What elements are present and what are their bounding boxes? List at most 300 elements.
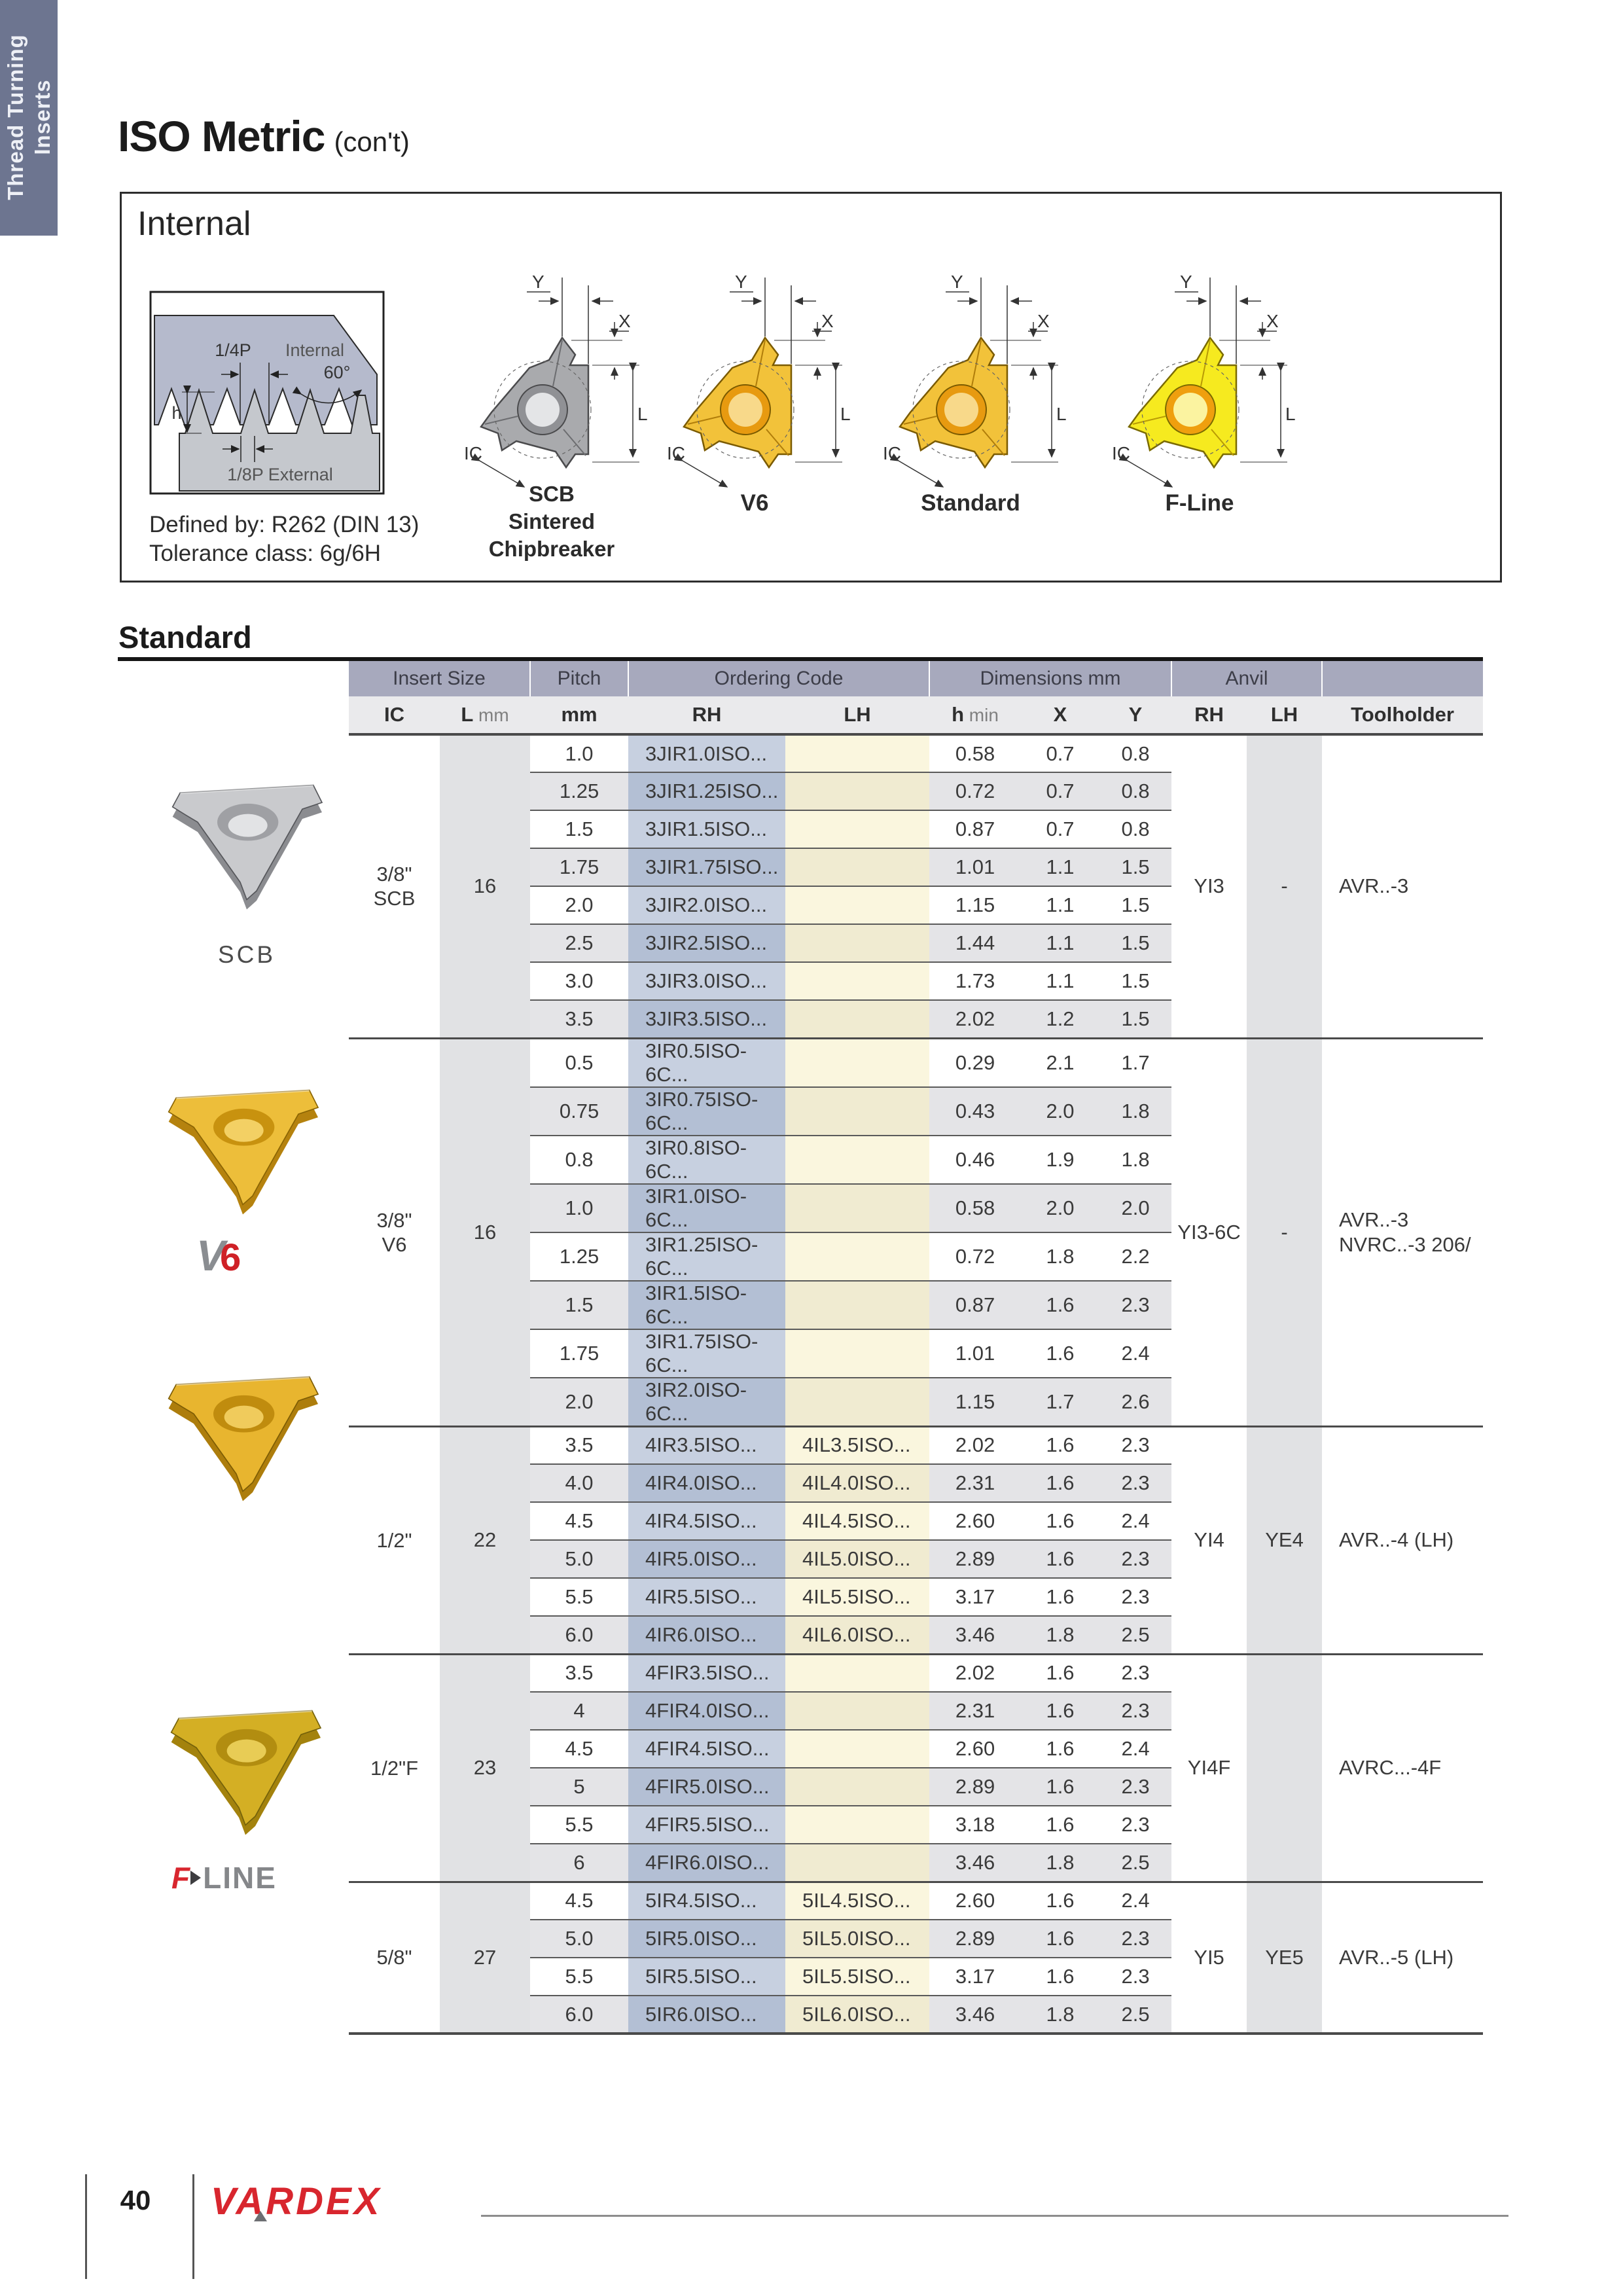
table-row: [349, 734, 1483, 772]
x-cell: 1.8: [1021, 1232, 1099, 1281]
rh-code-cell: 4IR5.5ISO...: [628, 1578, 785, 1616]
pitch-cell: 6: [530, 1844, 628, 1882]
rh-code-cell: 3JIR3.0ISO...: [628, 962, 785, 1000]
x-cell: 2.1: [1021, 1038, 1099, 1087]
rh-code-cell: 4FIR4.5ISO...: [628, 1730, 785, 1768]
h-min-cell: 3.17: [929, 1578, 1021, 1616]
y-cell: 2.2: [1099, 1232, 1171, 1281]
anvil-rh-cell: YI3-6C: [1171, 1038, 1247, 1426]
x-cell: 2.0: [1021, 1184, 1099, 1232]
lh-code-cell: [785, 1378, 929, 1427]
y-cell: 1.8: [1099, 1087, 1171, 1136]
h-min-cell: 0.58: [929, 734, 1021, 772]
x-cell: 1.2: [1021, 1000, 1099, 1038]
rh-code-cell: 3JIR1.5ISO...: [628, 810, 785, 848]
y-cell: 2.4: [1099, 1730, 1171, 1768]
thread-profile-diagram: [149, 291, 385, 495]
lh-code-cell: [785, 810, 929, 848]
insert-diagram-fline: [1101, 267, 1298, 490]
h-min-cell: 1.01: [929, 1329, 1021, 1378]
lh-code-cell: [785, 1184, 929, 1232]
svg-text:Y: Y: [1180, 272, 1192, 292]
h-min-cell: 1.01: [929, 848, 1021, 886]
rh-code-cell: 3JIR1.75ISO...: [628, 848, 785, 886]
table-group-header: Pitch: [530, 661, 628, 696]
x-cell: 1.1: [1021, 962, 1099, 1000]
table-row: [349, 1654, 1483, 1692]
x-cell: 1.6: [1021, 1806, 1099, 1844]
v6-logo-v: V: [196, 1231, 226, 1280]
insert-caption-scb: SCB Sintered Chipbreaker: [488, 482, 615, 561]
rh-code-cell: 3IR0.8ISO-6C...: [628, 1136, 785, 1184]
h-min-cell: 0.72: [929, 772, 1021, 810]
pitch-cell: 1.0: [530, 1184, 628, 1232]
anvil-lh-cell: YE5: [1247, 1882, 1322, 2034]
anvil-rh-cell: YI5: [1171, 1882, 1247, 2034]
rh-code-cell: 5IR6.0ISO...: [628, 1996, 785, 2034]
pitch-cell: 3.0: [530, 962, 628, 1000]
x-cell: 1.6: [1021, 1730, 1099, 1768]
rh-code-cell: 3JIR2.5ISO...: [628, 924, 785, 962]
pitch-cell: 0.5: [530, 1038, 628, 1087]
h-min-cell: 0.72: [929, 1232, 1021, 1281]
rh-code-cell: 3IR1.5ISO-6C...: [628, 1281, 785, 1329]
rh-code-cell: 4IR4.0ISO...: [628, 1464, 785, 1502]
svg-text:L: L: [1056, 404, 1067, 424]
pitch-cell: 4.5: [530, 1730, 628, 1768]
lh-code-cell: [785, 848, 929, 886]
x-cell: 1.6: [1021, 1502, 1099, 1540]
sidebar-tab-line2: Inserts: [30, 79, 54, 155]
lh-code-cell: [785, 1281, 929, 1329]
h-min-cell: 0.29: [929, 1038, 1021, 1087]
x-cell: 1.6: [1021, 1654, 1099, 1692]
rh-code-cell: 5IR5.5ISO...: [628, 1958, 785, 1996]
x-cell: 0.7: [1021, 734, 1099, 772]
lh-code-cell: [785, 1000, 929, 1038]
insert-diagram-scb: [454, 267, 650, 490]
footer-bar-left: [85, 2174, 87, 2279]
y-cell: 1.5: [1099, 886, 1171, 924]
h-min-cell: 1.44: [929, 924, 1021, 962]
y-cell: 2.3: [1099, 1464, 1171, 1502]
l-cell: 16: [440, 1038, 530, 1426]
y-cell: 2.4: [1099, 1329, 1171, 1378]
lh-code-cell: 4IL4.0ISO...: [785, 1464, 929, 1502]
h-min-cell: 0.87: [929, 810, 1021, 848]
table-col-header: RH: [1171, 696, 1247, 734]
svg-text:IC: IC: [667, 443, 685, 463]
tolerance-class-text: Tolerance class: 6g/6H: [149, 541, 382, 566]
y-cell: 2.4: [1099, 1882, 1171, 1920]
h-min-cell: 2.89: [929, 1540, 1021, 1578]
v6-logo: [196, 1230, 241, 1280]
ic-cell: 1/2": [349, 1426, 440, 1654]
photo-v6-insert: [161, 1066, 325, 1219]
lh-code-cell: 4IL4.5ISO...: [785, 1502, 929, 1540]
lh-code-cell: [785, 772, 929, 810]
pitch-cell: 1.0: [530, 734, 628, 772]
table-group: [349, 1426, 1483, 1654]
lh-code-cell: 5IL6.0ISO...: [785, 1996, 929, 2034]
lh-code-cell: 4IL3.5ISO...: [785, 1426, 929, 1464]
lh-code-cell: [785, 1692, 929, 1730]
x-cell: 1.6: [1021, 1768, 1099, 1806]
label-internal: Internal: [285, 340, 345, 360]
svg-text:L: L: [840, 404, 851, 424]
lh-code-cell: [785, 1232, 929, 1281]
l-cell: 16: [440, 734, 530, 1038]
y-cell: 2.3: [1099, 1426, 1171, 1464]
h-min-cell: 3.17: [929, 1958, 1021, 1996]
y-cell: 2.3: [1099, 1920, 1171, 1958]
fline-logo-line: LINE: [203, 1861, 277, 1895]
toolholder-cell: AVR..-3 NVRC..-3 206/: [1322, 1038, 1483, 1426]
svg-text:IC: IC: [1112, 443, 1130, 463]
y-cell: 1.5: [1099, 848, 1171, 886]
y-cell: 1.7: [1099, 1038, 1171, 1087]
h-min-cell: 1.15: [929, 1378, 1021, 1427]
l-cell: 22: [440, 1426, 530, 1654]
pitch-cell: 2.0: [530, 886, 628, 924]
pitch-cell: 6.0: [530, 1996, 628, 2034]
svg-text:IC: IC: [883, 443, 901, 463]
rh-code-cell: 3IR2.0ISO-6C...: [628, 1378, 785, 1427]
pitch-cell: 5.5: [530, 1578, 628, 1616]
toolholder-cell: AVR..-4 (LH): [1322, 1426, 1483, 1654]
rh-code-cell: 3IR1.25ISO-6C...: [628, 1232, 785, 1281]
y-cell: 2.3: [1099, 1654, 1171, 1692]
pitch-cell: 5.0: [530, 1920, 628, 1958]
l-cell: 23: [440, 1654, 530, 1882]
photo-fline-insert: [164, 1686, 327, 1840]
pitch-cell: 3.5: [530, 1000, 628, 1038]
x-cell: 1.6: [1021, 1578, 1099, 1616]
y-cell: 2.5: [1099, 1616, 1171, 1654]
rh-code-cell: 4FIR5.0ISO...: [628, 1768, 785, 1806]
lh-code-cell: [785, 1087, 929, 1136]
anvil-rh-cell: YI4: [1171, 1426, 1247, 1654]
internal-panel: [120, 192, 1502, 583]
pitch-cell: 1.5: [530, 810, 628, 848]
rh-code-cell: 3JIR1.25ISO...: [628, 772, 785, 810]
pitch-cell: 1.25: [530, 772, 628, 810]
y-cell: 0.8: [1099, 734, 1171, 772]
svg-text:X: X: [1266, 311, 1279, 331]
x-cell: 1.6: [1021, 1882, 1099, 1920]
rh-code-cell: 3IR0.75ISO-6C...: [628, 1087, 785, 1136]
pitch-cell: 0.8: [530, 1136, 628, 1184]
rh-code-cell: 3JIR1.0ISO...: [628, 734, 785, 772]
pitch-cell: 4.5: [530, 1882, 628, 1920]
y-cell: 2.3: [1099, 1692, 1171, 1730]
pitch-cell: 1.5: [530, 1281, 628, 1329]
svg-text:X: X: [821, 311, 834, 331]
h-min-cell: 0.58: [929, 1184, 1021, 1232]
y-cell: 1.5: [1099, 962, 1171, 1000]
ic-cell: 3/8" SCB: [349, 734, 440, 1038]
h-min-cell: 2.02: [929, 1000, 1021, 1038]
label-angle: 60°: [323, 363, 351, 382]
rh-code-cell: 4FIR6.0ISO...: [628, 1844, 785, 1882]
x-cell: 2.0: [1021, 1087, 1099, 1136]
table-col-header: X: [1021, 696, 1099, 734]
table-group-header: Ordering Code: [628, 661, 929, 696]
svg-text:L: L: [1285, 404, 1296, 424]
lh-code-cell: [785, 1329, 929, 1378]
x-cell: 0.7: [1021, 810, 1099, 848]
h-min-cell: 1.73: [929, 962, 1021, 1000]
toolholder-cell: AVRC...-4F: [1322, 1654, 1483, 1882]
h-min-cell: 3.18: [929, 1806, 1021, 1844]
fline-logo: [171, 1860, 277, 1895]
pitch-cell: 0.75: [530, 1087, 628, 1136]
y-cell: 0.8: [1099, 772, 1171, 810]
x-cell: 1.6: [1021, 1329, 1099, 1378]
rh-code-cell: 5IR5.0ISO...: [628, 1920, 785, 1958]
rh-code-cell: 4IR5.0ISO...: [628, 1540, 785, 1578]
rh-code-cell: 4FIR5.5ISO...: [628, 1806, 785, 1844]
x-cell: 1.6: [1021, 1426, 1099, 1464]
rh-code-cell: 4IR3.5ISO...: [628, 1426, 785, 1464]
ic-cell: 1/2"F: [349, 1654, 440, 1882]
table-row: [349, 1882, 1483, 1920]
x-cell: 1.6: [1021, 1281, 1099, 1329]
y-cell: 2.3: [1099, 1958, 1171, 1996]
lh-code-cell: 4IL5.0ISO...: [785, 1540, 929, 1578]
photo-half-inch-insert: [161, 1352, 325, 1506]
pitch-cell: 2.0: [530, 1378, 628, 1427]
vardex-logo-triangle-icon: [254, 2211, 267, 2221]
standard-table: [349, 661, 1483, 2035]
table-col-header: Toolholder: [1322, 696, 1483, 734]
insert-diagram-standard: [872, 267, 1069, 490]
lh-code-cell: 5IL5.5ISO...: [785, 1958, 929, 1996]
v6-logo-six: 6: [220, 1236, 241, 1279]
rh-code-cell: 3JIR3.5ISO...: [628, 1000, 785, 1038]
pitch-cell: 1.75: [530, 1329, 628, 1378]
fline-logo-f: F: [171, 1861, 190, 1895]
y-cell: 2.3: [1099, 1281, 1171, 1329]
anvil-lh-cell: -: [1247, 1038, 1322, 1426]
table-group-header: Dimensions mm: [929, 661, 1171, 696]
rh-code-cell: 4IR6.0ISO...: [628, 1616, 785, 1654]
rh-code-cell: 3IR0.5ISO-6C...: [628, 1038, 785, 1087]
svg-text:Y: Y: [735, 272, 747, 292]
sidebar-tab-label: [0, 0, 58, 234]
y-cell: 2.3: [1099, 1806, 1171, 1844]
lh-code-cell: [785, 1844, 929, 1882]
label-eighth-pitch: 1/8P External: [227, 465, 333, 484]
h-min-cell: 3.46: [929, 1616, 1021, 1654]
pitch-cell: 3.5: [530, 1426, 628, 1464]
y-cell: 2.3: [1099, 1768, 1171, 1806]
photo-caption-scb: SCB: [217, 941, 276, 968]
page-title-suffix: (con't): [334, 126, 410, 157]
sidebar-tab-line1: Thread Turning: [3, 34, 27, 200]
photo-scb-insert: [165, 761, 329, 914]
standard-heading: Standard: [118, 620, 252, 655]
svg-text:L: L: [637, 404, 648, 424]
lh-code-cell: [785, 734, 929, 772]
vardex-logo: VARDEX: [211, 2180, 382, 2223]
ic-cell: 5/8": [349, 1882, 440, 2034]
x-cell: 1.6: [1021, 1958, 1099, 1996]
pitch-cell: 6.0: [530, 1616, 628, 1654]
svg-text:Y: Y: [951, 272, 963, 292]
toolholder-cell: AVR..-3: [1322, 734, 1483, 1038]
page-title: [118, 111, 410, 161]
y-cell: 1.8: [1099, 1136, 1171, 1184]
x-cell: 1.1: [1021, 848, 1099, 886]
table-col-header: L mm: [440, 696, 530, 734]
table-col-header: h min: [929, 696, 1021, 734]
h-min-cell: 2.31: [929, 1464, 1021, 1502]
label-quarter-pitch: 1/4P: [215, 340, 251, 360]
y-cell: 0.8: [1099, 810, 1171, 848]
l-cell: 27: [440, 1882, 530, 2034]
fline-logo-arrow-icon: [190, 1871, 201, 1885]
pitch-cell: 3.5: [530, 1654, 628, 1692]
insert-caption-standard: Standard: [921, 490, 1020, 516]
rh-code-cell: 3IR1.0ISO-6C...: [628, 1184, 785, 1232]
x-cell: 1.1: [1021, 924, 1099, 962]
h-min-cell: 2.02: [929, 1426, 1021, 1464]
table-group-header: Insert Size: [349, 661, 530, 696]
pitch-cell: 1.25: [530, 1232, 628, 1281]
table-group: [349, 734, 1483, 1038]
footer-rule: [481, 2215, 1508, 2217]
pitch-cell: 4.0: [530, 1464, 628, 1502]
lh-code-cell: [785, 886, 929, 924]
anvil-rh-cell: YI3: [1171, 734, 1247, 1038]
x-cell: 1.6: [1021, 1464, 1099, 1502]
defined-by-text: Defined by: R262 (DIN 13): [149, 512, 419, 537]
x-cell: 0.7: [1021, 772, 1099, 810]
y-cell: 2.0: [1099, 1184, 1171, 1232]
h-min-cell: 2.31: [929, 1692, 1021, 1730]
y-cell: 2.3: [1099, 1540, 1171, 1578]
table-col-header: mm: [530, 696, 628, 734]
x-cell: 1.8: [1021, 1844, 1099, 1882]
lh-code-cell: [785, 1038, 929, 1087]
pitch-cell: 5.5: [530, 1958, 628, 1996]
h-min-cell: 2.89: [929, 1768, 1021, 1806]
y-cell: 2.5: [1099, 1996, 1171, 2034]
h-min-cell: 2.89: [929, 1920, 1021, 1958]
lh-code-cell: 5IL4.5ISO...: [785, 1882, 929, 1920]
lh-code-cell: [785, 1654, 929, 1692]
pitch-cell: 5.0: [530, 1540, 628, 1578]
lh-code-cell: [785, 1136, 929, 1184]
table-row: [349, 1038, 1483, 1087]
rh-code-cell: 5IR4.5ISO...: [628, 1882, 785, 1920]
table-group: [349, 1654, 1483, 1882]
table-group-header: Anvil: [1171, 661, 1322, 696]
svg-text:Y: Y: [532, 272, 544, 292]
lh-code-cell: 4IL5.5ISO...: [785, 1578, 929, 1616]
table-col-header: RH: [628, 696, 785, 734]
table-col-header: LH: [1247, 696, 1322, 734]
table-group-header: [1322, 661, 1483, 696]
pitch-cell: 5.5: [530, 1806, 628, 1844]
rh-code-cell: 4IR4.5ISO...: [628, 1502, 785, 1540]
lh-code-cell: 5IL5.0ISO...: [785, 1920, 929, 1958]
x-cell: 1.8: [1021, 1616, 1099, 1654]
insert-caption-v6: V6: [740, 490, 769, 516]
rh-code-cell: 4FIR3.5ISO...: [628, 1654, 785, 1692]
x-cell: 1.6: [1021, 1540, 1099, 1578]
insert-caption-fline: F-Line: [1165, 490, 1234, 516]
table-col-header: LH: [785, 696, 929, 734]
h-min-cell: 2.60: [929, 1882, 1021, 1920]
pitch-cell: 4: [530, 1692, 628, 1730]
table-col-header: IC: [349, 696, 440, 734]
label-h: h: [171, 403, 182, 423]
table-group: [349, 1882, 1483, 2034]
h-min-cell: 3.46: [929, 1996, 1021, 2034]
lh-code-cell: [785, 962, 929, 1000]
toolholder-cell: AVR..-5 (LH): [1322, 1882, 1483, 2034]
insert-diagram-v6: [656, 267, 853, 490]
y-cell: 2.4: [1099, 1502, 1171, 1540]
svg-text:X: X: [1037, 311, 1050, 331]
table-row: [349, 1426, 1483, 1464]
x-cell: 1.1: [1021, 886, 1099, 924]
svg-text:X: X: [618, 311, 631, 331]
h-min-cell: 2.60: [929, 1502, 1021, 1540]
h-min-cell: 3.46: [929, 1844, 1021, 1882]
x-cell: 1.6: [1021, 1920, 1099, 1958]
sidebar-tab: [0, 0, 58, 236]
page-title-main: ISO Metric: [118, 112, 325, 160]
h-min-cell: 2.60: [929, 1730, 1021, 1768]
lh-code-cell: [785, 924, 929, 962]
anvil-lh-cell: YE4: [1247, 1426, 1322, 1654]
y-cell: 2.3: [1099, 1578, 1171, 1616]
h-min-cell: 0.43: [929, 1087, 1021, 1136]
h-min-cell: 0.87: [929, 1281, 1021, 1329]
lh-code-cell: [785, 1806, 929, 1844]
pitch-cell: 2.5: [530, 924, 628, 962]
x-cell: 1.6: [1021, 1692, 1099, 1730]
y-cell: 1.5: [1099, 1000, 1171, 1038]
y-cell: 1.5: [1099, 924, 1171, 962]
anvil-rh-cell: YI4F: [1171, 1654, 1247, 1882]
h-min-cell: 1.15: [929, 886, 1021, 924]
pitch-cell: 1.75: [530, 848, 628, 886]
table-col-header: Y: [1099, 696, 1171, 734]
anvil-lh-cell: -: [1247, 734, 1322, 1038]
footer-bar-right: [192, 2174, 194, 2279]
lh-code-cell: [785, 1768, 929, 1806]
h-min-cell: 0.46: [929, 1136, 1021, 1184]
page-number: 40: [120, 2185, 151, 2215]
x-cell: 1.7: [1021, 1378, 1099, 1427]
ic-cell: 3/8" V6: [349, 1038, 440, 1426]
pitch-cell: 5: [530, 1768, 628, 1806]
lh-code-cell: 4IL6.0ISO...: [785, 1616, 929, 1654]
y-cell: 2.6: [1099, 1378, 1171, 1427]
anvil-lh-cell: [1247, 1654, 1322, 1882]
pitch-cell: 4.5: [530, 1502, 628, 1540]
rh-code-cell: 3IR1.75ISO-6C...: [628, 1329, 785, 1378]
h-min-cell: 2.02: [929, 1654, 1021, 1692]
y-cell: 2.5: [1099, 1844, 1171, 1882]
x-cell: 1.8: [1021, 1996, 1099, 2034]
rh-code-cell: 4FIR4.0ISO...: [628, 1692, 785, 1730]
rh-code-cell: 3JIR2.0ISO...: [628, 886, 785, 924]
